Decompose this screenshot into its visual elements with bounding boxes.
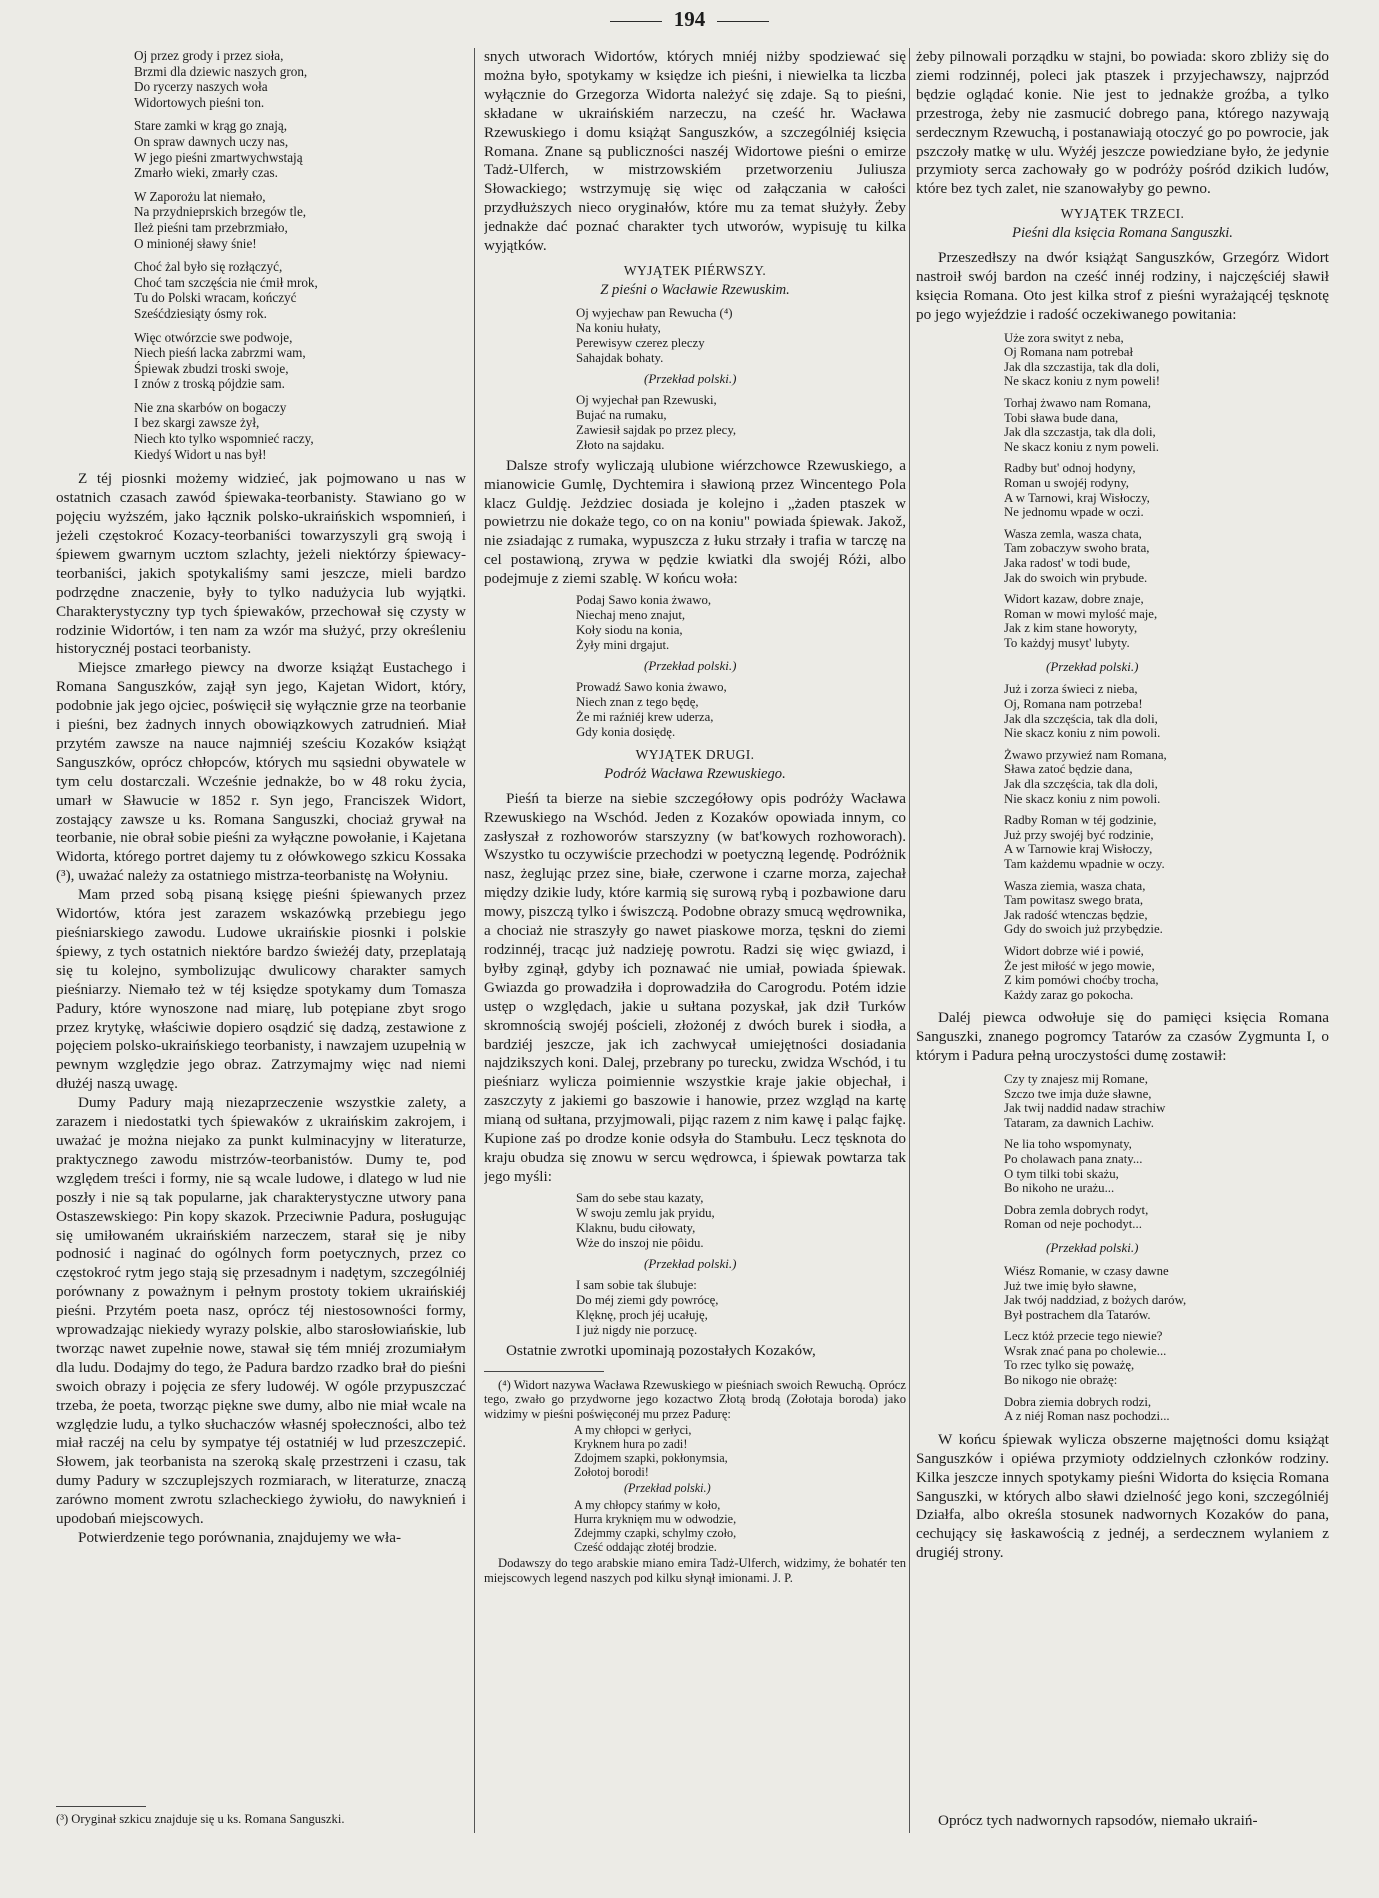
poem-line: Jak z kim stane howoryty, — [1004, 621, 1138, 636]
poem-stanza — [1004, 1203, 1329, 1232]
poem-line: Klaknu, budu ciłowaty, — [576, 1220, 696, 1235]
poem-translation — [1004, 1264, 1329, 1424]
paragraph: Daléj piewca odwołuje się do pamięci księcia Romana Sanguszki, znanego pogromcy Tatarów za czasów Zygmunta I, o którym i Padura pełną uroczystości dumę zostawił: — [916, 1009, 1329, 1065]
poem-line: Już przy swojéj być rodzinie, — [1004, 827, 1154, 842]
poem-line: Podaj Sawo konia żwawo, — [576, 593, 712, 608]
poem-line: Kiedyś Widort u nas był! — [134, 446, 267, 462]
poem-stanza — [1004, 527, 1329, 585]
poem-stanza — [134, 330, 466, 392]
poem-original — [576, 593, 906, 653]
column-separator — [909, 48, 910, 1833]
poem-line: Koły siodu na konia, — [576, 623, 683, 638]
poem-stanza — [1004, 748, 1329, 806]
poem-line: Niech kto tylko wspomnieć raczy, — [134, 431, 314, 447]
excerpt-subheading: Podróż Wacława Rzewuskiego. — [604, 765, 786, 782]
column-2 — [484, 48, 906, 1888]
translation-label: (Przekład polski.) — [644, 370, 737, 386]
poem-line: Prowadź Sawo konia żwawo, — [576, 679, 727, 694]
poem-stanza — [1004, 1072, 1329, 1130]
page-number: 194 — [0, 6, 1379, 32]
poem-line: Gdy konia dosiędę. — [576, 724, 676, 739]
poem-line: I bez skargi zawsze żył, — [134, 415, 260, 431]
poem-line: Ne lia toho wspomynaty, — [1004, 1137, 1132, 1152]
poem-line: O tym tilki tobi skażu, — [1004, 1166, 1119, 1181]
excerpt-subheading: Z pieśni o Wacławie Rzewuskim. — [600, 281, 790, 298]
poem-line: Zołotoj borodi! — [574, 1465, 649, 1480]
poem-line: Do méj ziemi gdy powrócę, — [576, 1292, 719, 1307]
poem-line: Roman w mowi mylość maje, — [1004, 606, 1158, 621]
poem-line: Zdojmem szapki, pokłonymsia, — [574, 1451, 728, 1466]
poem-stanza — [134, 48, 466, 110]
poem-line: Że mi raźniéj krew uderza, — [576, 709, 714, 724]
poem-line: Niech pieśń lacka zabrzmi wam, — [134, 345, 306, 361]
poem-line: Kryknem hura po zadi! — [574, 1437, 688, 1452]
poem-line: Bo nikoho ne urażu... — [1004, 1181, 1115, 1196]
footnote-text: (⁴) Widort nazywa Wacława Rzewuskiego w pieśniach swoich Rewuchą. Oprócz tego, zwało go przydworne jego kozactwo Złotą brodą (Zołotaja boroda) jako widzimy w pieśni poświęconéj mu przez Padurę: — [484, 1377, 906, 1421]
poem-line: Wiész Romanie, w czasy dawne — [1004, 1263, 1169, 1278]
poem-line: Jak dla szczastija, tak dla doli, — [1004, 359, 1160, 374]
poem-stanza — [1004, 1264, 1329, 1322]
poem-line: Choć żal było się rozłączyć, — [134, 259, 283, 275]
footnote-poem-original — [574, 1423, 906, 1479]
poem-line: Tam zobaczyw swoho brata, — [1004, 541, 1150, 556]
poem-line: Dobra zemla dobrych rodyt, — [1004, 1202, 1149, 1217]
poem-line: Bo nikogo nie obrażę: — [1004, 1373, 1118, 1388]
poem-line: Widort dobrze wié i powié, — [1004, 943, 1144, 958]
poem-stanza — [134, 118, 466, 180]
paragraph: Dalsze strofy wyliczają ulubione wiérzchowce Rzewuskiego, a mianowicie Gumlę, Dychtemira i sławioną przez Wincentego Pola klacz Guldję. Jeżdziec dosiada je kolejno i „żaden ptaszek w powietrzu nie dokaże tego, co on na koniu" powiada śpiewak. Jakož, nie zsiadając z rumaka, wypuszcza z łuku strzały i trafia w tarczę na cel postawioną, zrywa w pędzie kwiatki dla swojéj Różi, albo podejmuje z ziemi szablę. W końcu woła: — [484, 456, 906, 588]
poem-line: Ne jednomu wpade w oczi. — [1004, 505, 1144, 520]
poem-stanza — [1004, 944, 1329, 1002]
footnote-poem-translation — [574, 1498, 906, 1554]
poem-line: Sława zatoć będzie dana, — [1004, 762, 1133, 777]
poem-stanza — [134, 400, 466, 462]
poem-line: Niech znan z tego będę, — [576, 694, 699, 709]
poem-line: Oj Romana nam potrebał — [1004, 345, 1133, 360]
poem-line: Zdejmmy czapki, schylmy czoło, — [574, 1525, 737, 1540]
paragraph: Miejsce zmarłego piewcy na dworze książąt Eustachego i Romana Sanguszków, zajął syn jego, Kajetan Widort, który, podobnie jak jego ojciec, poświęcił się wyłącznie grze na teorbanie i pieśni, bez żadnych innych obowiązkowych zatrudnień. Miał przytém zawsze na nauce najmniéj sześciu Kozaków książąt Sanguszków, oprócz chłopców, których mu sąsiedni obywatele w tym celu dostarczali. Wcześnie jednakże, bo w 48 roku życia, umarł w Sławucie w 1852 r. Syn jego, Franciszek Widort, zostający zawsze u ks. Romana Sanguszki, chociaż grywał na teorbanie, nie obrał sobie pieśni za wyłączne powołanie, i Kajetana Widorta, którego portret dajemy tu z ołówkowego szkicu Kossaka (³), uważać należy za ostatniego mistrza-teorbanistę na Wołyniu. — [56, 659, 466, 885]
poem-line: To każdyj musyt' lubyty. — [1004, 635, 1130, 650]
poem-line: Radby Roman w téj godzinie, — [1004, 813, 1157, 828]
poem-line: Na koniu hułaty, — [576, 320, 661, 335]
poem-stanza — [1004, 461, 1329, 519]
poem-line: Więc otwórzcie swe podwoje, — [134, 329, 293, 345]
poem-line: Sam do sebe stau kazaty, — [576, 1190, 704, 1205]
poem-line: Żwawo przywieź nam Romana, — [1004, 747, 1167, 762]
poem-line: Wasza zemla, wasza chata, — [1004, 526, 1142, 541]
poem-line: W swoju zemlu jak pryidu, — [576, 1205, 715, 1220]
poem-line: Uże zora swityt z neba, — [1004, 330, 1124, 345]
footnote-rule — [56, 1806, 146, 1807]
poem-line: Roman u swojéj rodyny, — [1004, 476, 1129, 491]
poem-line: Tataram, za dawnich Lachiw. — [1004, 1115, 1154, 1130]
poem-line: Wże do inszoj nie pôidu. — [576, 1235, 704, 1250]
poem-line: To rzec tylko się poważę, — [1004, 1358, 1135, 1373]
poem-line: Jak dla szczęścia, tak dla doli, — [1004, 711, 1158, 726]
translation-label: (Przekład polski.) — [624, 1481, 711, 1496]
poem-line: Po cholawach pana znaty... — [1004, 1152, 1143, 1167]
poem-stanza — [1004, 1329, 1329, 1387]
poem-stanza — [1004, 1137, 1329, 1195]
poem-line: Lecz któż przecie tego niewie? — [1004, 1329, 1163, 1344]
poem-original — [1004, 331, 1329, 651]
paragraph: Ostatnie zwrotki upominają pozostałych Kozaków, — [506, 1341, 816, 1359]
excerpt-subheading: Pieśni dla księcia Romana Sanguszki. — [1012, 225, 1233, 242]
poem-line: Żyły mini drgajut. — [576, 638, 670, 653]
poem-line: Złoto na sajdaku. — [576, 437, 665, 452]
poem-line: I sam sobie tak ślubuje: — [576, 1277, 697, 1292]
poem-stanza — [1004, 331, 1329, 389]
poem-line: Radby but' odnoj hodyny, — [1004, 461, 1136, 476]
poem-line: Bujać na rumaku, — [576, 407, 667, 422]
poem-line: Oj, Romana nam potrzeba! — [1004, 697, 1143, 712]
poem-line: Wasza ziemia, wasza chata, — [1004, 878, 1146, 893]
column-1 — [56, 48, 466, 1888]
excerpt-heading: WYJĄTEK DRUGI. — [635, 746, 755, 762]
poem-line: Śpiewak zbudzi troski swoje, — [134, 360, 289, 376]
translation-label: (Przekład polski.) — [1046, 658, 1139, 674]
poem-line: Szczo twe imja duże sławne, — [1004, 1086, 1152, 1101]
paragraph: Oprócz tych nadwornych rapsodów, niemało ukraiń- — [938, 1812, 1258, 1829]
poem-stanza — [134, 189, 466, 251]
poem-line: Oj wyjechał pan Rzewuski, — [576, 392, 717, 407]
poem-line: Oj wyjechaw pan Rewucha (⁴) — [576, 305, 733, 320]
paragraph: Pieśń ta bierze na siebie szczegółowy opis podróży Wacława Rzewuskiego na Wschód. Jeden z Kozaków opowiada innym, co zasłyszał z rozhoworów starszyzny (w bat'kowych rozhoworach). Wszystko tu oczywiście przechodzi w poetyczną legendę. Podróżnik nasz, żeglując przez sine, białe, czerwone i czarne morza, zajechał między dzikie ludy, które karmią się surową rybą i pozbawione daru mowy, piszczą tylko i świszczą. Podobne obrazy smucą wędrownika, a chociaż nie straszyły go nawet piaskowe morza, tęskni do ziemi rodzinnéj, tracąc już nadzieję powrotu. Radzi się więc gwiazd, i byłby zginął, gdyby ich poznawać nie umiał, powiada śpiewak. Gwiazda go prowadziła i doprowadziła do Carogrodu. Potém idzie ustęp o względach, jakie u sułtana pozyskał, jak dził Turków skromnością swojéj pościeli, złożonéj z dwóch burek i siodła, a bardziéj jeszcze, jak ich zachwycał umiejętności dosiadania najdzikszych koni. Dalej, przebrany po turecku, zwidza Wschód, i tu pieśniarz wylicza poimiennie wszystkie kraje jakie objechał, i zaszczyty z jakiemi go baszowie i hanowie, przez wzgląd na kartę mianą od sułtana, przyjmowali, pijąc razem z nim kawę i paląc fajkę. Kupione zaś po drodze konie odsyła do Stambułu. Lecz tęsknota do kraju obudza się znowu w sercu wędrowca, i śpiewak powtarza tak jego myśli: — [484, 789, 906, 1185]
poem-line: Był postrachem dla Tatarów. — [1004, 1307, 1151, 1322]
poem-line: I już nigdy nie porzucę. — [576, 1322, 698, 1337]
poem-line: A my chłopci w gerłyci, — [574, 1423, 692, 1438]
poem-original — [576, 1191, 906, 1251]
poem-line: Wsrak znać pana po cholewie... — [1004, 1343, 1167, 1358]
poem-line: Do rycerzy naszych woła — [134, 79, 268, 95]
translation-label: (Przekład polski.) — [644, 658, 737, 674]
column-separator — [474, 48, 475, 1833]
poem-line: I znów z troską pójdzie sam. — [134, 376, 285, 392]
poem-line: Jak twij naddid nadaw strachiw — [1004, 1101, 1166, 1116]
poem-line: O minionéj sławy śnie! — [134, 235, 257, 251]
poem-stanza — [1004, 592, 1329, 650]
poem-line: Sahajdak bohaty. — [576, 350, 664, 365]
paragraph: żeby pilnowali porządku w stajni, bo powiada: skoro zbliży się do ziemi rodzinnéj, poleci jak ptaszek i przyjechawszy, najprzód będzie oglądać konie. Nie jest to jednakże groźba, a tylko przestroga, żeby nie zasmucić dobrego pana, którego nazywają serdecznym Rzewuchą, i postanawiają otoczyć go po powrocie, jak pszczoły matkę w ulu. Wyżéj jeszcze powiedziane było, że jedynie przymioty serca zachowały go w podróży pośród dzikich ludów, które bez tych zalet, nie szanowałyby go pewno. — [916, 48, 1329, 198]
poem-line: Jak dla szczastja, tak dla doli, — [1004, 425, 1156, 440]
poem-line: Perewisyw czerez pleczy — [576, 335, 705, 350]
poem-stanza — [1004, 813, 1329, 871]
poem-line: Jak radość wtenczas będzie, — [1004, 907, 1148, 922]
poem-line: A z niéj Roman nasz pochodzi... — [1004, 1409, 1170, 1424]
column-3 — [916, 48, 1329, 1888]
paragraph: Przeszedłszy na dwór książąt Sanguszków, Grzegórz Widort nastroił swój bardon na cześć innéj rodziny, i najczęściéj sławił księcia Romana. Oto jest kilka strof z pieśni wyrażającéj tęsknotę po jego wyjeździe i radość oczekiwanego powitania: — [916, 249, 1329, 323]
poem-translation — [1004, 682, 1329, 1002]
poem-line: Ne skacz koniu z nym poweli. — [1004, 439, 1159, 454]
footnote-text: Dodawszy do tego arabskie miano emira Tadż-Ulferch, widzimy, że bohatér ten miejscowych legend naszych pod kilku słynął imionami. J. P. — [484, 1555, 906, 1585]
poem-line: W jego pieśni zmartwychwstają — [134, 149, 303, 165]
poem-line: Zawiesił sajdak po przez plecy, — [576, 422, 737, 437]
poem-line: Choć tam szczęścia nie ćmił mrok, — [134, 274, 318, 290]
poem-line: Ne skacz koniu z nym poweli! — [1004, 374, 1161, 389]
poem-line: A w Tarnowi, kraj Wisłoczy, — [1004, 490, 1150, 505]
poem-line: Nie skacz koniu z nim powoli. — [1004, 726, 1161, 741]
poem-stanza — [1004, 1395, 1329, 1424]
poem-line: Oj przez grody i przez sioła, — [134, 48, 284, 63]
footnote — [484, 1378, 906, 1586]
poem-line: Już i zorza świeci z nieba, — [1004, 682, 1138, 697]
poem-line: Tam powitasz swego brata, — [1004, 893, 1144, 908]
translation-label: (Przekład polski.) — [644, 1255, 737, 1271]
footnote: (³) Oryginał szkicu znajduje się u ks. Romana Sanguszki. — [56, 1812, 345, 1826]
poem-line: Zmarło wieki, zmarły czas. — [134, 165, 278, 181]
poem-line: Dobra ziemia dobrych rodzi, — [1004, 1394, 1152, 1409]
footnote-rule — [484, 1371, 604, 1372]
poem-line: A w Tarnowie kraj Wisłoczy, — [1004, 842, 1153, 857]
poem-translation — [576, 1278, 906, 1338]
poem-line: Jak do swoich win prybude. — [1004, 570, 1148, 585]
excerpt-heading: WYJĄTEK TRZECI. — [1060, 206, 1185, 222]
poem-line: Czy ty znajesz mij Romane, — [1004, 1072, 1148, 1087]
poem-line: Widort kazaw, dobre znaje, — [1004, 592, 1144, 607]
poem-line: Tobi sława bude dana, — [1004, 410, 1119, 425]
poem-translation — [576, 393, 906, 453]
excerpt-heading: WYJĄTEK PIÉRWSZY. — [623, 262, 767, 278]
poem-line: Widortowych pieśni ton. — [134, 94, 265, 110]
continuation-line — [916, 1812, 1329, 1830]
poem-line: W Zaporożu lat niemało, — [134, 188, 266, 204]
poem-line: Gdy do swoich już przybędzie. — [1004, 922, 1163, 937]
poem-line: Nie zna skarbów on bogaczy — [134, 399, 287, 415]
poem-line: Z kim pomówi choćby trocha, — [1004, 973, 1159, 988]
poem-line: Torhaj żwawo nam Romana, — [1004, 396, 1151, 411]
poem-line: Nie skacz koniu z nim powoli. — [1004, 791, 1161, 806]
poem-line: Sześćdziesiąty ósmy rok. — [134, 305, 267, 321]
poem-line: On spraw dawnych uczy nas, — [134, 133, 289, 149]
poem-stanza — [1004, 879, 1329, 937]
widort-poem — [56, 48, 466, 462]
poem-original — [1004, 1072, 1329, 1232]
poem-line: Roman od neje pochodyt... — [1004, 1217, 1142, 1232]
poem-line: Jaka radost' w todi bude, — [1004, 556, 1131, 570]
poem-line: Tu do Polski wracam, kończyć — [134, 290, 297, 306]
poem-stanza — [1004, 396, 1329, 454]
poem-stanza — [1004, 682, 1329, 740]
translation-label: (Przekład polski.) — [1046, 1240, 1139, 1255]
paragraph: W końcu śpiewak wylicza obszerne majętności domu książąt Sanguszków i opiéwa przymioty oddzielnych członków rodziny. Kilka jeszcze innych spotykamy pieśni Widorta do księcia Romana Sanguszki, w których albo sławi dzielność jego koni, szczególniéj Działfa, albo określa stosunek nadwornych Kozaków do pana, cechujący się łaskawością z jednéj, a serdecznem wylaniem z drugiéj strony. — [916, 1430, 1329, 1562]
poem-line: Ileż pieśni tam przebrzmiało, — [134, 219, 288, 235]
poem-line: Niechaj meno znajut, — [576, 608, 686, 623]
column-1-text — [56, 470, 466, 1548]
poem-line: Jak twój naddziad, z bożych darów, — [1004, 1293, 1187, 1308]
paragraph: Dumy Padury mają niezaprzeczenie wszystkie zalety, a zarazem i niedostatki tych śpiewaków z ukraińskim zakrojem, i uważać je można niejako za punkt kulminacyjny w literaturze, praktycznego zawodu mistrzów-teorbanistów. Dumy te, pod względem treści i formy, nie są wcale ludowe, i dlatego w lud nie poszły i nie są tak popularne, jak charakterystyczne utwory pana Ostaszewskiego: Pin kopy skazok. Przeciwnie Padura, posługując się umiłowaném ukraińskiém narzeczem, starał się je niby podnosić i naginać do ogólnych form poetycznych, przez co częstokroć rytm jego stają się przesadnym i nadętym, szczególniéj porównany z poważnym i pełnym prostoty tokiem ukraińskiéj pieśni. Przytém poeta nasz, oprócz téj niestosowności formy, wprowadzając niekiedy wyrazy polskie, albo starosłowiańskie, lub tworząc nawet zupełnie nowe, stawał się tém mniéj zrozumiałym dla ludu. Dodajmy do tego, że Padura bardzo rzadko brał do pieśni swoich obrazy i pojęcia ze sfery ludowéj. W ogóle przypuszczać trzeba, że poeta, tworząc piękne swe dumy, albo nie miał wcale na względzie ludu, a tylko słuchaczów własnéj społeczności, albo też miał raczéj na celu by sympatye téj ostatniéj w lud przeszczepić. Słowem, jak teorbanista na szeroką skalę przestrzeni i czasu, tak dumy Padury w szczuplejszych rozmiarach, w literaturze, znaczą zarówno moment zwrotu szlacheckiego żywiołu, do nawyknień i upodobań miejscowych. — [56, 1094, 466, 1528]
poem-line: Brzmi dla dziewic naszych gron, — [134, 63, 308, 79]
poem-line: Jak dla szczęścia, tak dla doli, — [1004, 777, 1158, 792]
poem-line: A my chłopcy stańmy w koło, — [574, 1497, 721, 1512]
poem-line: Stare zamki w krąg go znają, — [134, 118, 288, 134]
poem-line: Że jest miłość w jego mowie, — [1004, 958, 1155, 973]
poem-line: Na przydnieprskich brzegów tle, — [134, 204, 307, 220]
poem-line: Hurra kryknięm mu w odwodzie, — [574, 1511, 737, 1526]
paragraph: snych utworach Widortów, których mniéj niżby spodziewać się można było, spotykamy w księdze ich pieśni, i niewielka ta liczba wyłącznie do Grzegorza Widorta należyć się zdaje. Są to pieśni, składane w ukraińskiém narzeczu, na cześć hr. Wacława Rzewuskiego i domu książąt Sanguszków, a szczególniéj księcia Romana. Znane są publiczności naszéj Widortowe pieśni o emirze Tadż-Ulferch, w mistrzowskiém przetworzeniu Juliusza Słowackiego; wstrzymuję się więc od załączania w całości przydłuższych nieco oryginałów, które mu za temat służyły. Żeby jednakże dać poznać charakter tych utworów, wypisuję tu kilka wyjątków. — [484, 48, 906, 255]
poem-line: Tam każdemu wpadnie w oczy. — [1004, 857, 1165, 871]
poem-translation — [576, 680, 906, 740]
poem-original — [576, 306, 906, 366]
paragraph: Mam przed sobą pisaną księgę pieśni śpiewanych przez Widortów, która jest zarazem wskazówką przebiegu jego pieśniarskiego zawodu. Ludowe ukraińskie piosnki i polskie śpiewy, z tych ostatnich niektóre bardzo świeżéj daty, przeplatają się tu kolejno, symbolizując dwulicowy charakter samych pieśniarzy. Niemało też w téj księdze spotykamy dum Tomasza Padury, które wynoszone nad miarę, lub potępiane zbyt srogo przez krytykę, właściwie dopiero osądzić się dadzą, zestawione z pojęciem polsko-ukraińskiego teorbanisty, i nawzajem uzupełnią w pewnym względzie jego obraz. Zatrzymajmy więc nad niemi dłużéj naszą uwagę. — [56, 886, 466, 1093]
poem-line: Cześć oddając złotéj brodzie. — [574, 1539, 717, 1554]
poem-line: Klęknę, proch jéj ucałuję, — [576, 1307, 708, 1322]
paragraph: Z téj piosnki możemy widzieć, jak pojmowano u nas w ostatnich czasach zawód śpiewaka-teorbanisty. Stawiano go w pojęciu wyższém, jako łącznik polsko-ukraińskich wspomnień, i jeżeli częstokroć Kozacy-teorbaniści towarzyszyli grą swoją i śpiewem gwarnym ucztom szlachty, jeżeli niektórzy śpiewacy-teorbaniści, jakich spotykaliśmy sami jeszcze, mieli bardzo podrzędne znaczenie, były to tylko nadużycia lub wyjątki. Charakterystyczny typ tych śpiewaków, przechował się czysty w rodzinie Widortów, i ten nam za wzór ma służyć, przy określeniu historycznéj postaci teorbanisty. — [56, 470, 466, 658]
poem-line: Już twe imię było sławne, — [1004, 1278, 1137, 1293]
paragraph: Potwierdzenie tego porównania, znajdujemy we wła- — [78, 1529, 402, 1546]
poem-stanza — [134, 259, 466, 321]
poem-line: Każdy zaraz go pokocha. — [1004, 987, 1134, 1002]
